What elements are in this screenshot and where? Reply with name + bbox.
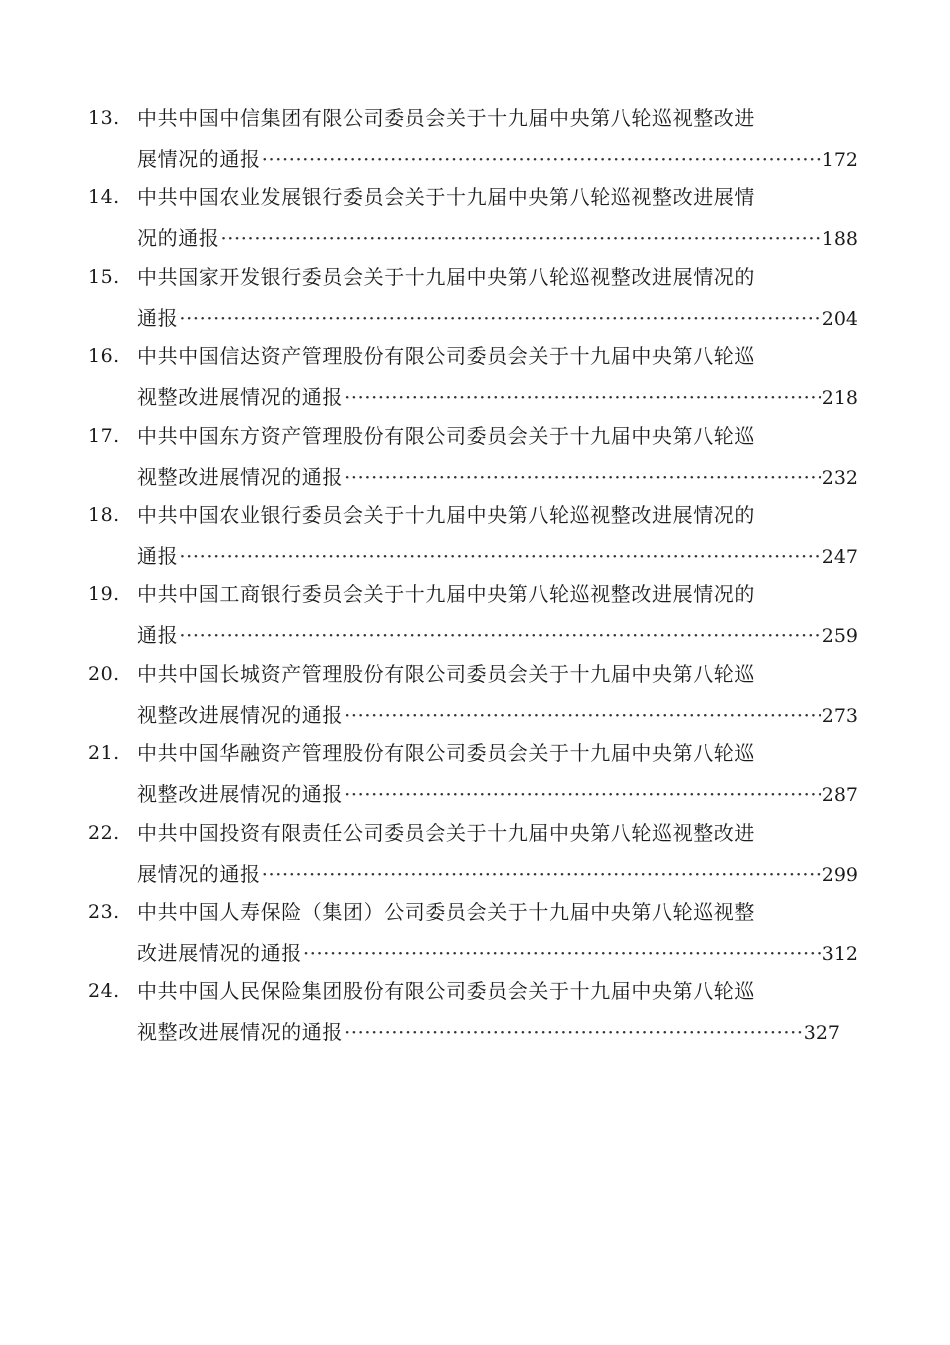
- entry-title-line2: 展情况的通报: [137, 861, 261, 886]
- dot-leader: [179, 302, 821, 334]
- entry-title-line1: 中共中国中信集团有限公司委员会关于十九届中央第八轮巡视整改进: [137, 106, 755, 130]
- toc-entry-22[interactable]: [88, 817, 858, 896]
- table-of-contents: [88, 102, 858, 1055]
- page-number: 327: [803, 1022, 840, 1045]
- page-number: 188: [821, 228, 858, 251]
- entry-title-line2-row: [137, 699, 858, 731]
- entry-title-line2: 通报: [137, 305, 179, 330]
- entry-title-line2: 通报: [137, 623, 179, 648]
- toc-entry-18[interactable]: [88, 499, 858, 578]
- entry-number: 19.: [88, 583, 120, 606]
- entry-title-line2-row: [137, 619, 858, 651]
- entry-number: 20.: [88, 662, 120, 685]
- entry-number: 15.: [88, 265, 120, 288]
- dot-leader: [303, 937, 821, 969]
- entry-title-line1: 中共中国人寿保险（集团）公司委员会关于十九届中央第八轮巡视整: [137, 899, 755, 924]
- entry-title-line2: 况的通报: [137, 226, 220, 251]
- page-number: 232: [821, 466, 858, 489]
- page-number: 218: [821, 387, 858, 410]
- toc-entry-15[interactable]: [88, 261, 858, 340]
- page-number: 299: [821, 863, 858, 886]
- entry-title-line2-row: [137, 143, 858, 175]
- entry-number: 14.: [88, 186, 120, 209]
- dot-leader: [344, 381, 821, 413]
- entry-number: 13.: [88, 107, 120, 129]
- dot-leader: [262, 858, 821, 890]
- entry-title-line2: 视整改进展情况的通报: [137, 385, 343, 410]
- toc-entry-16[interactable]: [88, 340, 858, 419]
- page-number: 287: [821, 784, 858, 807]
- entry-title-line1: 中共中国人民保险集团股份有限公司委员会关于十九届中央第八轮巡: [137, 979, 755, 1004]
- page-number: 172: [821, 149, 858, 171]
- entry-title-line1: 中共中国工商银行委员会关于十九届中央第八轮巡视整改进展情况的: [137, 582, 755, 607]
- entry-title-line2: 视整改进展情况的通报: [137, 782, 343, 807]
- entry-title-line2: 展情况的通报: [137, 147, 261, 171]
- toc-entry-19[interactable]: [88, 578, 858, 657]
- entry-title-line2-row: [137, 778, 858, 810]
- entry-title-line2-row: [137, 858, 858, 890]
- entry-number: 23.: [88, 900, 120, 923]
- entry-title-line2: 视整改进展情况的通报: [137, 1020, 343, 1045]
- entry-number: 16.: [88, 345, 120, 368]
- page-number: 247: [821, 545, 858, 568]
- entry-number: 18.: [88, 503, 120, 526]
- entry-title-line2: 改进展情况的通报: [137, 940, 302, 965]
- entry-title-line1: 中共国家开发银行委员会关于十九届中央第八轮巡视整改进展情况的: [137, 264, 755, 289]
- page-number: 312: [821, 942, 858, 965]
- entry-title-line1: 中共中国信达资产管理股份有限公司委员会关于十九届中央第八轮巡: [137, 344, 755, 369]
- toc-entry-17[interactable]: [88, 420, 858, 499]
- dot-leader: [344, 778, 821, 810]
- entry-number: 21.: [88, 742, 120, 765]
- toc-entry-13[interactable]: [88, 102, 858, 181]
- entry-title-line2: 通报: [137, 543, 179, 568]
- dot-leader: [344, 699, 821, 731]
- entry-title-line2-row: [137, 1016, 840, 1048]
- entry-title-line2-row: [137, 937, 858, 969]
- dot-leader: [344, 1016, 803, 1048]
- dot-leader: [179, 540, 821, 572]
- toc-entry-21[interactable]: [88, 737, 858, 816]
- entry-title-line1: 中共中国华融资产管理股份有限公司委员会关于十九届中央第八轮巡: [137, 741, 755, 766]
- toc-entry-24[interactable]: [88, 975, 858, 1054]
- dot-leader: [262, 143, 821, 175]
- entry-title-line2-row: [137, 540, 858, 572]
- entry-number: 17.: [88, 424, 120, 447]
- entry-title-line2: 视整改进展情况的通报: [137, 702, 343, 727]
- entry-title-line1: 中共中国长城资产管理股份有限公司委员会关于十九届中央第八轮巡: [137, 661, 755, 686]
- entry-title-line2-row: [137, 381, 858, 413]
- entry-title-line2-row: [137, 461, 858, 493]
- dot-leader: [220, 222, 820, 254]
- entry-title-line2: 视整改进展情况的通报: [137, 464, 343, 489]
- entry-title-line1: 中共中国农业发展银行委员会关于十九届中央第八轮巡视整改进展情: [137, 185, 755, 210]
- entry-number: 22.: [88, 821, 120, 844]
- page-number: 273: [821, 704, 858, 727]
- dot-leader: [344, 461, 821, 493]
- entry-title-line2-row: [137, 302, 858, 334]
- entry-title-line2-row: [137, 222, 858, 254]
- page-number: 204: [821, 307, 858, 330]
- dot-leader: [179, 619, 821, 651]
- toc-entry-14[interactable]: [88, 181, 858, 260]
- entry-title-line1: 中共中国农业银行委员会关于十九届中央第八轮巡视整改进展情况的: [137, 502, 755, 527]
- entry-title-line1: 中共中国东方资产管理股份有限公司委员会关于十九届中央第八轮巡: [137, 423, 755, 448]
- toc-entry-23[interactable]: [88, 896, 858, 975]
- entry-number: 24.: [88, 980, 120, 1003]
- entry-title-line1: 中共中国投资有限责任公司委员会关于十九届中央第八轮巡视整改进: [137, 820, 755, 845]
- toc-entry-20[interactable]: [88, 658, 858, 737]
- page-number: 259: [821, 625, 858, 648]
